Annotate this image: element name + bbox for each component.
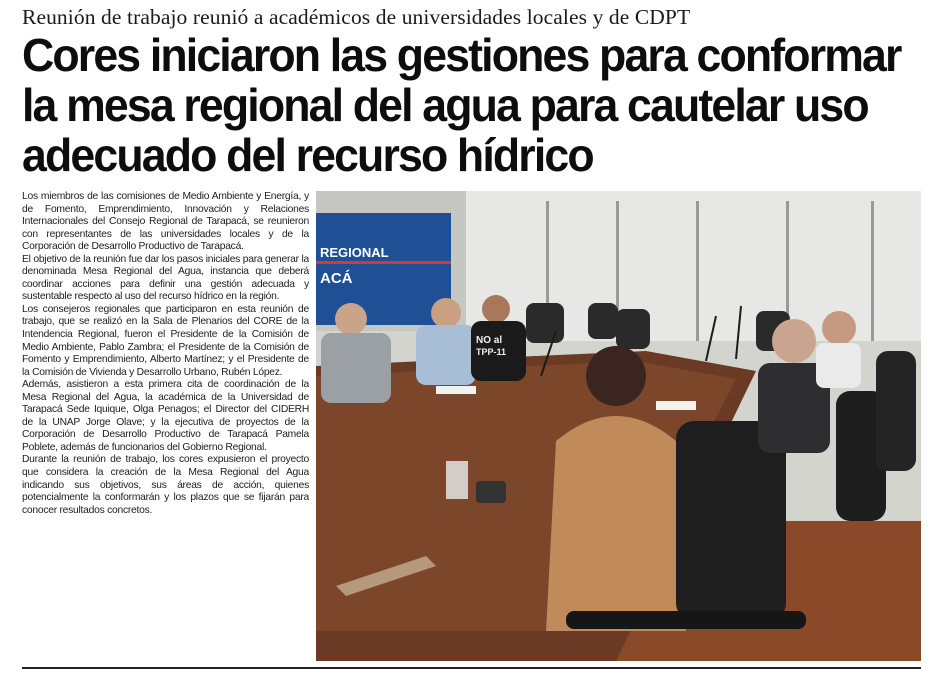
tshirt-text-line-2: TPP-11 xyxy=(476,347,507,357)
headline-line-1: Cores iniciaron las gestiones para conformar xyxy=(22,29,901,81)
body-paragraph: Además, asistieron a esta primera cita de coordinación de la Mesa Regional del Agua, la académica de la Universidad de Tarapacá Sede Iquique, Olga Penagos; el Director del CIDERH de la UNAP Jorge Olave; y la ejecutiva de proyectos de la Corporación de Desarrollo Productivo de Tarapacá Pamela Poblete, además de funcionarios del Gobierno Regional. xyxy=(22,379,309,453)
body-paragraph: Los consejeros regionales que participaron en esta reunión de trabajo, que se realizó en la Sala de Plenarios del CORE de la Intendencia Regional, fueron el Presidente de la Comisión de Medio Ambiente, Pablo Zambra; el Presidente de la Comisión de Fomento y Emprendimiento, Alberto Martínez; y el Presidente de la Comisión de Vivienda y Desarrollo Urbano, Rubén López. xyxy=(22,303,309,378)
headline-line-3: adecuado del recurso hídrico xyxy=(22,129,593,181)
person-woman-foreground xyxy=(586,346,646,406)
headline-line-2: la mesa regional del agua para cautelar uso xyxy=(22,79,868,131)
banner-text-regional: REGIONAL xyxy=(320,245,389,260)
body-paragraph: El objetivo de la reunión fue dar los pasos iniciales para generar la denominada Mesa Regional del Agua, instancia que deberá coordinar acciones para definir una gestión adecuada y sustentable respecto al uso del recurso hídrico en la región. xyxy=(22,253,309,303)
article-body xyxy=(22,191,309,663)
meeting-photo-illustration xyxy=(316,191,921,661)
bottom-rule xyxy=(22,667,921,669)
tshirt-text-line-1: NO al xyxy=(476,335,503,346)
person-far-right xyxy=(822,311,856,345)
article-kicker: Reunión de trabajo reunió a académicos de universidades locales y de CDPT xyxy=(22,5,691,29)
meeting-photo xyxy=(316,191,921,661)
body-paragraph: Los miembros de las comisiones de Medio Ambiente y Energía, y de Fomento, Emprendimiento, Innovación y Relaciones Internacionales del Consejo Regional de Tarapacá, se reunieron con representantes de las universidades locales y de la Corporación de Desarrollo Productivo de Tarapacá. xyxy=(22,191,309,253)
person-left xyxy=(335,303,367,335)
person-right-glasses xyxy=(772,319,816,363)
article-headline xyxy=(22,29,901,181)
person-middle xyxy=(416,325,476,385)
body-paragraph: Durante la reunión de trabajo, los cores expusieron el proyecto que considera la creación de la Mesa Regional del Agua indicando sus objetivos, sus áreas de acción, quienes potencialmente la conformarán y los plazos que se fijarán para conocer resultados concretos. xyxy=(22,454,309,516)
regional-banner xyxy=(316,213,451,325)
banner-text-aca: ACÁ xyxy=(320,270,353,287)
